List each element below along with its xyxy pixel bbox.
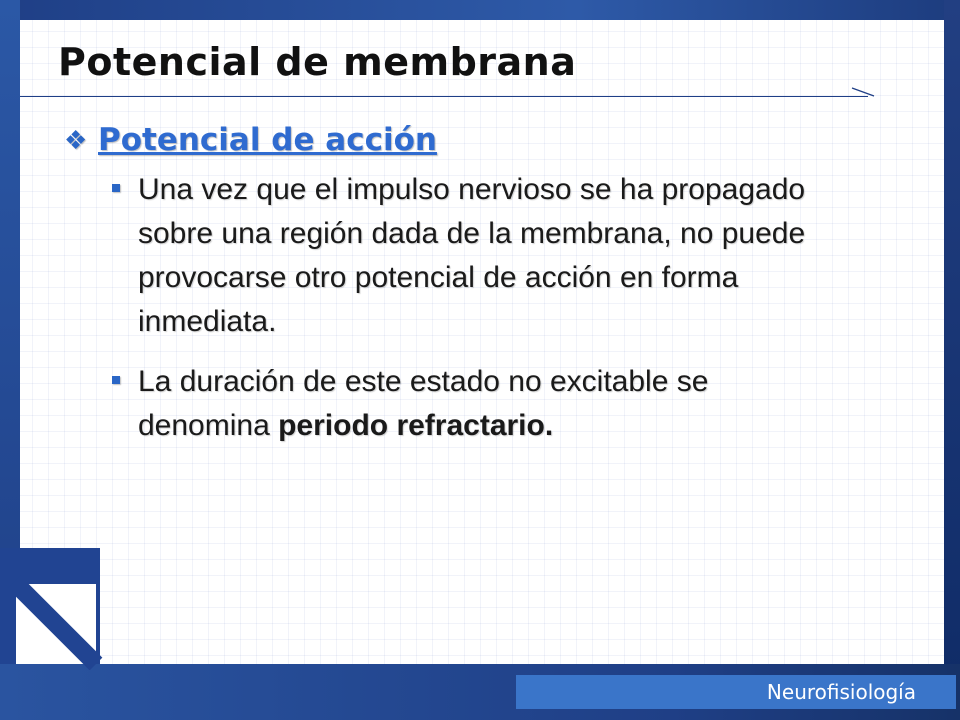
footer-label: Neurofisiología: [516, 675, 956, 709]
bullet-level1: [64, 118, 884, 162]
square-bullet-icon: [112, 184, 120, 192]
slide-title: Potencial de membrana: [58, 40, 577, 84]
right-frame-band: [944, 0, 960, 720]
bullet-level1-text[interactable]: Potencial de acción: [98, 122, 437, 158]
bullet-text-regular: La duración de este estado no excitable se denomina: [138, 365, 709, 442]
diamond-bullet-icon: ❖: [64, 125, 88, 155]
bullet-level2-item: [112, 360, 884, 448]
bullet-level2-text: [138, 360, 838, 448]
top-frame-band: [0, 0, 960, 20]
corner-diagonal-graphic: [0, 560, 120, 670]
bullet-text-bold: periodo refractario.: [278, 409, 554, 442]
square-bullet-icon: [112, 376, 120, 384]
title-underline-rule: [20, 96, 868, 97]
bullet-level2-item: [112, 168, 884, 344]
title-rule-hook: [850, 76, 880, 100]
bullet-level2-text: Una vez que el impulso nervioso se ha propagado sobre una región dada de la membrana, no puede provocarse otro potencial de acción en forma inmediata.: [138, 173, 806, 338]
slide-content: [64, 118, 884, 448]
